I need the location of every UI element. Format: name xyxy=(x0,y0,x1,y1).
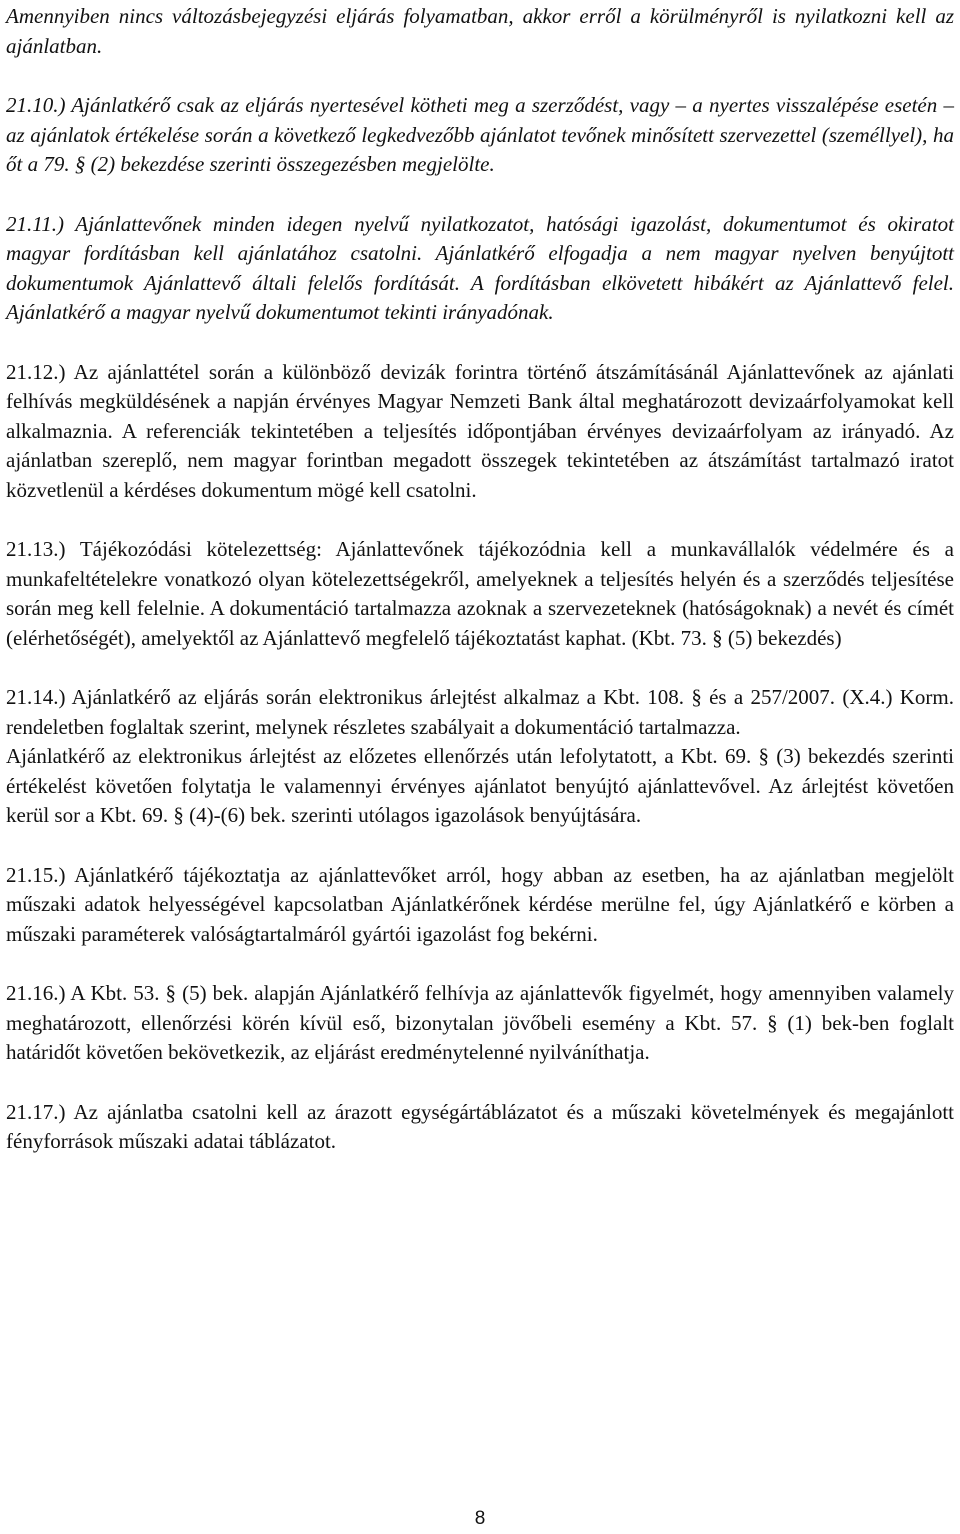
paragraph-21-13: 21.13.) Tájékozódási kötelezettség: Ajánlattevőnek tájékozódnia kell a munkavállalók védelmére és a munkafeltételekre vonatkozó olyan kötelezettségekről, amelyeknek a teljesítés helyén és a szerződés teljesítése során meg kell felelnie. A dokumentáció tartalmazza azoknak a szervezeteknek (hatóságoknak) a nevét és címét (elérhetőségét), amelyektől az Ajánlattevő megfelelő tájékoztatást kaphat. (Kbt. 73. § (5) bekezdés) xyxy=(6,537,954,650)
paragraph-amendment-declaration: Amennyiben nincs változásbejegyzési eljárás folyamatban, akkor erről a körülményről is nyilatkozni kell az ajánlatban. xyxy=(6,4,954,58)
paragraph-21-15: 21.15.) Ajánlatkérő tájékoztatja az ajánlattevőket arról, hogy abban az esetben, ha az ajánlatban megjelölt műszaki adatok helyességével kapcsolatban Ajánlatkérőnek kérdése merülne fel, úgy Ajánlatkérő e körben a műszaki paraméterek valóságtartalmáról gyártói igazolást fog bekérni. xyxy=(6,862,954,946)
paragraph-gap xyxy=(6,328,954,358)
paragraph-gap xyxy=(6,505,954,535)
paragraph-21-11: 21.11.) Ajánlattevőnek minden idegen nyelvű nyilatkozatot, hatósági igazolást, dokumentumot és okiratot magyar fordításban kell ajánlatához csatolni. Ajánlatkérő elfogadja a nem magyar nyelven benyújtott dokumentumok Ajánlattevő általi felelős fordítását. A fordításban elkövetett hibákért az Ajánlattevő felel. Ajánlatkérő a magyar nyelvű dokumentumot tekinti irányadónak. xyxy=(6,211,954,324)
paragraph-gap xyxy=(6,653,954,683)
paragraph-21-17: 21.17.) Az ajánlatba csatolni kell az árazott egységártáblázatot és a műszaki követelmények és megajánlott fényforrások műszaki adatai táblázatot. xyxy=(6,1099,954,1153)
paragraph-21-14: 21.14.) Ajánlatkérő az eljárás során elektronikus árlejtést alkalmaz a Kbt. 108. § és a 257/2007. (X.4.) Korm. rendeletben foglaltak szerint, melynek részletes szabályait a dokumentáció tartalmazza. xyxy=(6,685,954,739)
paragraph-gap xyxy=(6,180,954,210)
paragraph-21-10: 21.10.) Ajánlatkérő csak az eljárás nyertesével kötheti meg a szerződést, vagy – a nyertes visszalépése esetén – az ajánlatok értékelése során a következő legkedvezőbb ajánlatot tevőnek minősített szervezettel (személlyel), ha őt a 79. § (2) bekezdése szerinti összegezésben megjelölte. xyxy=(6,93,954,176)
paragraph-21-14-continuation: Ajánlatkérő az elektronikus árlejtést az előzetes ellenőrzés után lefolytatott, a Kbt. 69. § (3) bekezdés szerinti értékelést követően folytatja le valamennyi érvényes ajánlatot benyújtó ajánlattevővel. Az árlejtést követően kerül sor a Kbt. 69. § (4)-(6) bek. szerinti utólagos igazolások benyújtására. xyxy=(6,744,954,827)
paragraph-gap xyxy=(6,831,954,861)
document-page xyxy=(6,0,954,1157)
paragraph-gap xyxy=(6,949,954,979)
paragraph-21-16: 21.16.) A Kbt. 53. § (5) bek. alapján Ajánlatkérő felhívja az ajánlattevők figyelmét, hogy amennyiben valamely meghatározott, ellenőrzési körén kívül eső, bizonytalan jövőbeli esemény a Kbt. 57. § (1) bek-ben foglalt határidőt követően bekövetkezik, az eljárást eredménytelenné nyilváníthatja. xyxy=(6,981,954,1064)
paragraph-21-12: 21.12.) Az ajánlattétel során a különböző devizák forintra történő átszámításánál Ajánlattevőnek az ajánlati felhívás megküldésének a napján érvényes Magyar Nemzeti Bank által meghatározott devizaárfolyamokat kell alkalmaznia. A referenciák tekintetében a teljesítés időpontjában érvényes devizaárfolyam az irányadó. Az ajánlatban szereplő, nem magyar forintban megadott összegek tekintetében az átszámítást tartalmazó iratot közvetlenül a kérdéses dokumentum mögé kell csatolni. xyxy=(6,359,954,502)
paragraph-gap xyxy=(6,61,954,91)
page-number: 8 xyxy=(474,1508,486,1529)
paragraph-gap xyxy=(6,1068,954,1098)
